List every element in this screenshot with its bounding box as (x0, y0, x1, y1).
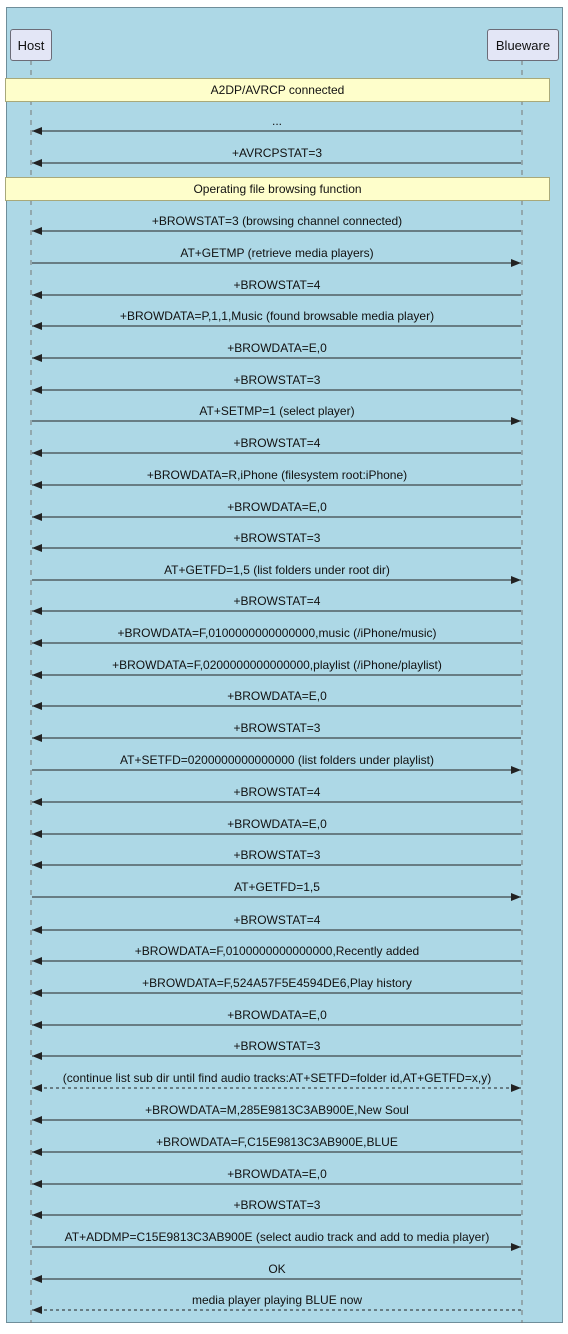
message-label: AT+GETFD=1,5 (234, 880, 320, 894)
arrow-head (32, 926, 42, 934)
message-label: +BROWSTAT=3 (233, 1198, 321, 1212)
message-label: +BROWDATA=R,iPhone (filesystem root:iPhone) (146, 468, 408, 482)
arrow-head (32, 639, 42, 647)
message-label: +AVRCPSTAT=3 (231, 146, 323, 160)
arrow-head (32, 449, 42, 457)
message-label: AT+GETMP (retrieve media players) (180, 246, 374, 260)
message-label: +BROWSTAT=4 (233, 913, 321, 927)
message-label: +BROWDATA=F,0200000000000000,playlist (/iPhone/playlist) (112, 658, 442, 672)
message-label: +BROWSTAT=3 (233, 373, 321, 387)
arrow-head (511, 766, 521, 774)
arrow-head (32, 1275, 42, 1283)
arrow-head (32, 989, 42, 997)
arrow-head (32, 1211, 42, 1219)
message-label: +BROWDATA=F,C15E9813C3AB900E,BLUE (156, 1135, 398, 1149)
arrow-head (511, 417, 521, 425)
message-label: AT+GETFD=1,5 (list folders under root dir) (164, 563, 390, 577)
arrow-head (32, 322, 42, 330)
message-label: +BROWDATA=F,0100000000000000,music (/iPhone/music) (117, 626, 437, 640)
message-label: +BROWSTAT=3 (browsing channel connected) (151, 214, 403, 228)
arrow-head (32, 607, 42, 615)
arrow-head (32, 1084, 42, 1092)
arrow-head (511, 576, 521, 584)
message-label: +BROWSTAT=3 (233, 848, 321, 862)
arrow-head (32, 227, 42, 235)
arrow-head (32, 1306, 42, 1314)
arrow-head (32, 354, 42, 362)
message-label: +BROWDATA=E,0 (227, 341, 327, 355)
arrow-head (511, 893, 521, 901)
message-label: +BROWDATA=E,0 (227, 1008, 327, 1022)
arrow-head (32, 481, 42, 489)
arrow-head (32, 1148, 42, 1156)
message-label: +BROWSTAT=3 (233, 721, 321, 735)
message-label: AT+ADDMP=C15E9813C3AB900E (select audio track and add to media player) (64, 1230, 490, 1244)
arrow-head (32, 702, 42, 710)
note-connected: A2DP/AVRCP connected (5, 78, 550, 102)
message-label: +BROWDATA=E,0 (227, 817, 327, 831)
message-label: +BROWSTAT=4 (233, 594, 321, 608)
participant-blueware: Blueware (487, 29, 559, 61)
message-label: +BROWSTAT=4 (233, 278, 321, 292)
arrow-head (32, 861, 42, 869)
arrow-head (511, 259, 521, 267)
arrow-head (32, 1116, 42, 1124)
arrow-head (32, 291, 42, 299)
arrow-head (511, 1084, 521, 1092)
arrow-head (511, 1243, 521, 1251)
message-label: +BROWSTAT=3 (233, 531, 321, 545)
arrow-head (32, 386, 42, 394)
message-label: ... (271, 114, 283, 128)
arrow-head (32, 127, 42, 135)
message-label: +BROWDATA=E,0 (227, 500, 327, 514)
arrow-head (32, 798, 42, 806)
arrow-head (32, 513, 42, 521)
arrow-head (32, 1052, 42, 1060)
arrow-head (32, 544, 42, 552)
message-label: AT+SETMP=1 (select player) (199, 404, 355, 418)
message-label: +BROWDATA=M,285E9813C3AB900E,New Soul (145, 1103, 409, 1117)
arrow-head (32, 1021, 42, 1029)
message-label: +BROWDATA=E,0 (227, 689, 327, 703)
message-label: +BROWDATA=F,0100000000000000,Recently added (134, 944, 420, 958)
arrow-head (32, 159, 42, 167)
arrow-head (32, 830, 42, 838)
arrow-head (32, 734, 42, 742)
arrow-head (32, 671, 42, 679)
message-label: +BROWSTAT=4 (233, 785, 321, 799)
message-label: +BROWDATA=F,524A57F5E4594DE6,Play history (142, 976, 412, 990)
message-label: +BROWSTAT=4 (233, 436, 321, 450)
message-label: AT+SETFD=0200000000000000 (list folders under playlist) (120, 753, 434, 767)
message-label: (continue list sub dir until find audio tracks:AT+SETFD=folder id,AT+GETFD=x,y) (62, 1071, 492, 1085)
arrow-head (32, 1180, 42, 1188)
message-label: +BROWDATA=E,0 (227, 1167, 327, 1181)
message-label: +BROWDATA=P,1,1,Music (found browsable media player) (119, 309, 435, 323)
message-label: OK (268, 1262, 286, 1276)
arrow-head (32, 957, 42, 965)
participant-host: Host (10, 29, 52, 61)
note-browsing: Operating file browsing function (5, 177, 550, 201)
message-label: +BROWSTAT=3 (233, 1039, 321, 1053)
message-label: media player playing BLUE now (191, 1293, 363, 1307)
